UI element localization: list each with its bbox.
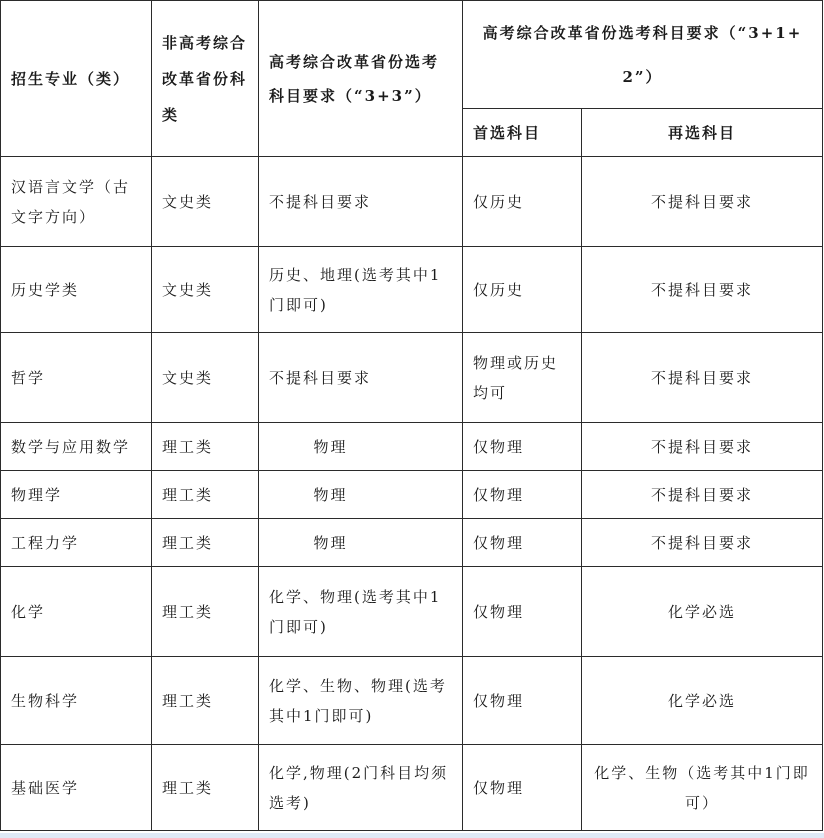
cell-first-choice: 仅物理 bbox=[463, 423, 582, 471]
cell-req-3-3: 历史、地理(选考其中1门即可) bbox=[259, 247, 463, 333]
cell-non-reform: 理工类 bbox=[152, 567, 259, 657]
cell-first-choice: 仅物理 bbox=[463, 745, 582, 831]
cell-second-choice: 化学、生物（选考其中1门即可） bbox=[582, 745, 823, 831]
header-second-choice: 再选科目 bbox=[582, 109, 823, 157]
cell-first-choice: 仅物理 bbox=[463, 519, 582, 567]
header-reform-3-3: 高考综合改革省份选考科目要求（“3+3”） bbox=[259, 1, 463, 157]
cell-first-choice: 物理或历史均可 bbox=[463, 333, 582, 423]
cell-second-choice: 不提科目要求 bbox=[582, 333, 823, 423]
cell-major: 工程力学 bbox=[1, 519, 152, 567]
cell-non-reform: 文史类 bbox=[152, 247, 259, 333]
cell-req-3-3: 物理 bbox=[259, 423, 463, 471]
table-row bbox=[1, 471, 823, 519]
cell-major: 历史学类 bbox=[1, 247, 152, 333]
cell-non-reform: 理工类 bbox=[152, 657, 259, 745]
cell-major: 化学 bbox=[1, 567, 152, 657]
table-row bbox=[1, 745, 823, 831]
table-row bbox=[1, 333, 823, 423]
window-bottom-strip bbox=[0, 833, 824, 838]
cell-second-choice: 不提科目要求 bbox=[582, 471, 823, 519]
table-row bbox=[1, 519, 823, 567]
cell-req-3-3: 化学、物理(选考其中1门即可) bbox=[259, 567, 463, 657]
cell-second-choice: 不提科目要求 bbox=[582, 247, 823, 333]
cell-major: 基础医学 bbox=[1, 745, 152, 831]
cell-second-choice: 不提科目要求 bbox=[582, 423, 823, 471]
cell-major: 汉语言文学（古文字方向） bbox=[1, 157, 152, 247]
cell-second-choice: 不提科目要求 bbox=[582, 157, 823, 247]
cell-second-choice: 化学必选 bbox=[582, 567, 823, 657]
table-row bbox=[1, 247, 823, 333]
table-row bbox=[1, 657, 823, 745]
cell-major: 生物科学 bbox=[1, 657, 152, 745]
cell-req-3-3: 化学,物理(2门科目均须选考) bbox=[259, 745, 463, 831]
cell-second-choice: 不提科目要求 bbox=[582, 519, 823, 567]
header-first-choice: 首选科目 bbox=[463, 109, 582, 157]
cell-non-reform: 理工类 bbox=[152, 471, 259, 519]
cell-major: 哲学 bbox=[1, 333, 152, 423]
cell-non-reform: 理工类 bbox=[152, 745, 259, 831]
cell-req-3-3: 物理 bbox=[259, 519, 463, 567]
cell-req-3-3: 物理 bbox=[259, 471, 463, 519]
cell-first-choice: 仅历史 bbox=[463, 157, 582, 247]
cell-non-reform: 文史类 bbox=[152, 333, 259, 423]
cell-major: 数学与应用数学 bbox=[1, 423, 152, 471]
cell-req-3-3: 不提科目要求 bbox=[259, 333, 463, 423]
header-row-1 bbox=[1, 1, 823, 109]
header-major: 招生专业（类） bbox=[1, 1, 152, 157]
table-row bbox=[1, 157, 823, 247]
cell-second-choice: 化学必选 bbox=[582, 657, 823, 745]
cell-non-reform: 理工类 bbox=[152, 423, 259, 471]
header-non-reform: 非高考综合改革省份科类 bbox=[152, 1, 259, 157]
cell-first-choice: 仅历史 bbox=[463, 247, 582, 333]
cell-major: 物理学 bbox=[1, 471, 152, 519]
cell-first-choice: 仅物理 bbox=[463, 471, 582, 519]
table-row bbox=[1, 567, 823, 657]
cell-non-reform: 文史类 bbox=[152, 157, 259, 247]
cell-req-3-3: 不提科目要求 bbox=[259, 157, 463, 247]
cell-first-choice: 仅物理 bbox=[463, 657, 582, 745]
cell-non-reform: 理工类 bbox=[152, 519, 259, 567]
header-reform-3-1-2: 高考综合改革省份选考科目要求（“3+1+2”） bbox=[463, 1, 823, 109]
cell-first-choice: 仅物理 bbox=[463, 567, 582, 657]
cell-req-3-3: 化学、生物、物理(选考其中1门即可) bbox=[259, 657, 463, 745]
table-row bbox=[1, 423, 823, 471]
